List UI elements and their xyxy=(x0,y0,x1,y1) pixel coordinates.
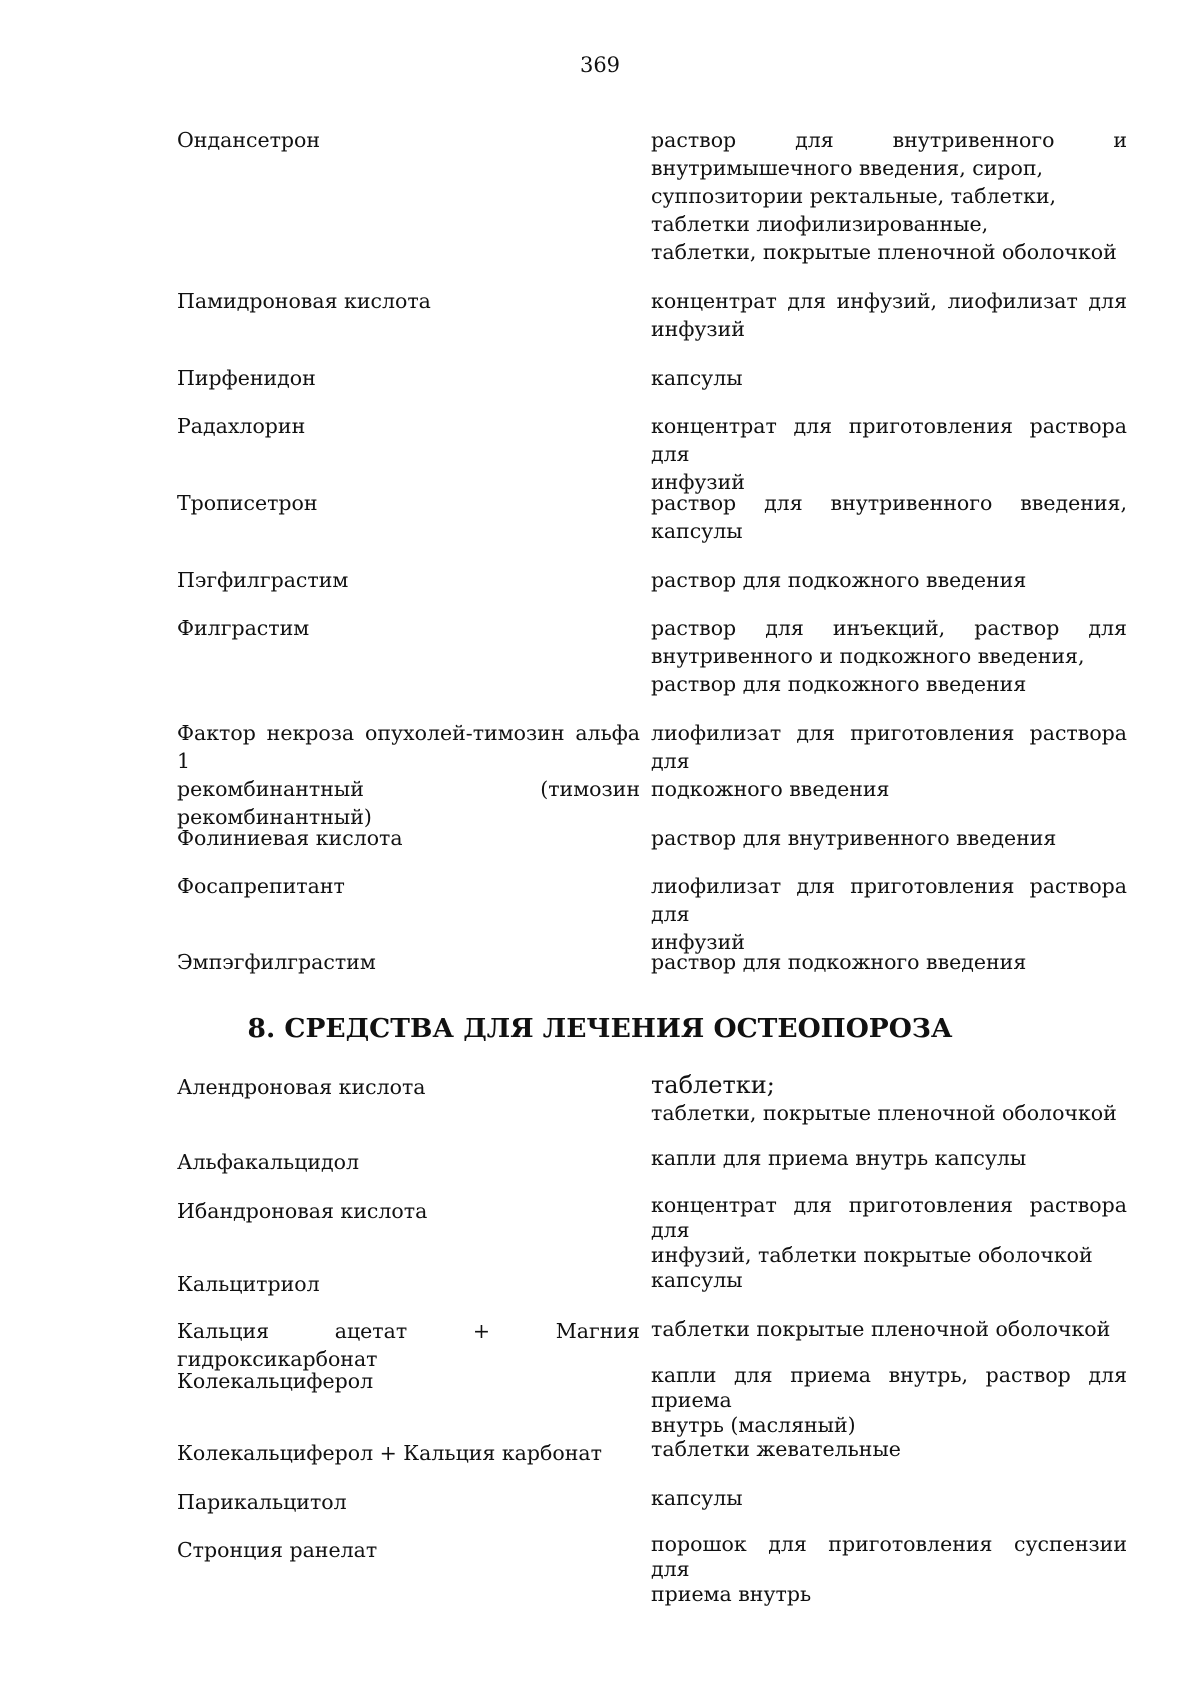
dosage-form-line: раствор для внутривенного и xyxy=(651,128,1127,152)
dosage-form xyxy=(651,1071,1127,1127)
dosage-form xyxy=(651,126,1127,266)
dosage-form-line: порошок для приготовления суспензии для xyxy=(651,1532,1127,1581)
drug-name-line: Памидроновая кислота xyxy=(177,289,431,313)
drug-name-line: Фактор некроза опухолей-тимозин альфа 1 xyxy=(177,721,640,773)
dosage-form-line: капсулы xyxy=(651,1268,743,1292)
dosage-form-line: раствор для подкожного введения xyxy=(651,568,1027,592)
drug-row-colecalciferol xyxy=(177,1363,1127,1437)
drug-name xyxy=(177,1266,640,1298)
dosage-form-line: капсулы xyxy=(651,1486,743,1510)
drug-name-line: Эмпэгфилграстим xyxy=(177,950,376,974)
drug-row-tnf-thymosin xyxy=(177,719,1127,829)
dosage-form-line: внутримышечного введения, сироп, xyxy=(651,156,1044,180)
dosage-form-line: таблетки, покрытые пленочной оболочкой xyxy=(651,240,1117,264)
section-heading: 8. СРЕДСТВА ДЛЯ ЛЕЧЕНИЯ ОСТЕОПОРОЗА xyxy=(247,1013,953,1044)
dosage-form xyxy=(651,948,1127,976)
drug-name xyxy=(177,1193,640,1225)
drug-row-alfacalcidol xyxy=(177,1144,1127,1174)
drug-name-line: рекомбинантный) xyxy=(177,805,372,829)
drug-name xyxy=(177,824,640,852)
drug-name-line: Ибандроновая кислота xyxy=(177,1199,428,1223)
dosage-form-line: таблетки жевательные xyxy=(651,1437,901,1461)
drug-row-calcium-acetate xyxy=(177,1315,1127,1371)
dosage-form xyxy=(651,412,1127,496)
dosage-form xyxy=(651,364,1127,392)
dosage-form xyxy=(651,719,1127,803)
drug-name xyxy=(177,872,640,900)
drug-row-pirfenidone xyxy=(177,364,1127,390)
dosage-form xyxy=(651,1363,1127,1438)
dosage-form xyxy=(651,1532,1127,1607)
drug-row-tropisetron xyxy=(177,489,1127,543)
drug-name xyxy=(177,412,640,440)
drug-row-strontium-ranelate xyxy=(177,1532,1127,1606)
drug-name-line: Алендроновая кислота xyxy=(177,1075,426,1099)
dosage-form xyxy=(651,1435,1127,1463)
drug-row-empegfilgrastim xyxy=(177,948,1127,974)
drug-name-line: Пэгфилграстим xyxy=(177,568,349,592)
dosage-form-line: суппозитории ректальные, таблетки, xyxy=(651,184,1057,208)
drug-name-line: Альфакальцидол xyxy=(177,1150,360,1174)
dosage-form-line: внутривенного и подкожного введения, xyxy=(651,644,1085,668)
dosage-form-line: концентрат для инфузий, лиофилизат для xyxy=(651,289,1127,313)
dosage-form-line: таблетки лиофилизированные, xyxy=(651,212,989,236)
drug-name-line: Фосапрепитант xyxy=(177,874,345,898)
dosage-form xyxy=(651,489,1127,545)
drug-name xyxy=(177,489,640,517)
drug-name-line: Пирфенидон xyxy=(177,366,316,390)
drug-name-line: Колекальциферол xyxy=(177,1369,374,1393)
drug-name-line: Фолиниевая кислота xyxy=(177,826,403,850)
drug-name-line: Кальция ацетат + Магния гидроксикарбонат xyxy=(177,1319,640,1371)
dosage-form xyxy=(651,1144,1127,1172)
dosage-form-line: таблетки; xyxy=(651,1071,775,1099)
drug-name xyxy=(177,287,640,315)
dosage-form xyxy=(651,1315,1127,1343)
drug-name xyxy=(177,1532,640,1564)
dosage-form-line: раствор для инъекций, раствор для xyxy=(651,616,1127,640)
drug-row-calcitriol xyxy=(177,1266,1127,1296)
drug-row-filgrastim xyxy=(177,614,1127,696)
drug-name xyxy=(177,126,640,154)
drug-name xyxy=(177,614,640,642)
dosage-form-line: концентрат для приготовления раствора для xyxy=(651,414,1127,466)
dosage-form xyxy=(651,1193,1127,1268)
dosage-form-line: инфузий xyxy=(651,930,745,954)
drug-name xyxy=(177,1363,640,1395)
dosage-form xyxy=(651,614,1127,698)
drug-row-fosaprepitant xyxy=(177,872,1127,954)
dosage-form-line: инфузий, таблетки покрытые оболочкой xyxy=(651,1243,1093,1267)
drug-name xyxy=(177,1484,640,1516)
drug-row-pamidronic-acid xyxy=(177,287,1127,341)
dosage-form xyxy=(651,872,1127,956)
dosage-form-line: капли для приема внутрь капсулы xyxy=(651,1146,1027,1170)
drug-row-ibandronic-acid xyxy=(177,1193,1127,1267)
dosage-form xyxy=(651,566,1127,594)
dosage-form-line: внутрь (масляный) xyxy=(651,1413,856,1437)
dosage-form-line: лиофилизат для приготовления раствора для xyxy=(651,874,1127,926)
dosage-form-line: капсулы xyxy=(651,519,743,543)
page-number: 369 xyxy=(579,53,621,77)
drug-name xyxy=(177,1435,640,1467)
drug-name-line: Трописетрон xyxy=(177,491,318,515)
dosage-form-line: капли для приема внутрь, раствор для приема xyxy=(651,1363,1127,1412)
drug-row-pegfilgrastim xyxy=(177,566,1127,592)
drug-name-line: Радахлорин xyxy=(177,414,306,438)
drug-name xyxy=(177,566,640,594)
drug-name-line: рекомбинантный (тимозин xyxy=(177,777,640,801)
dosage-form-line: концентрат для приготовления раствора для xyxy=(651,1193,1127,1242)
drug-name-line: Филграстим xyxy=(177,616,310,640)
dosage-form-line: раствор для подкожного введения xyxy=(651,672,1027,696)
drug-name-line: Кальцитриол xyxy=(177,1272,320,1296)
dosage-form-line: таблетки, покрытые пленочной оболочкой xyxy=(651,1101,1117,1125)
dosage-form-line: приема внутрь xyxy=(651,1582,812,1606)
dosage-form xyxy=(651,1484,1127,1512)
drug-name-line: Стронция ранелат xyxy=(177,1538,378,1562)
drug-row-folinic-acid xyxy=(177,824,1127,850)
drug-row-alendronic-acid xyxy=(177,1071,1127,1125)
drug-name-line: Ондансетрон xyxy=(177,128,321,152)
drug-name xyxy=(177,1144,640,1176)
dosage-form-line: раствор для подкожного введения xyxy=(651,950,1027,974)
drug-row-paricalcitol xyxy=(177,1484,1127,1514)
dosage-form xyxy=(651,287,1127,343)
dosage-form-line: таблетки покрытые пленочной оболочкой xyxy=(651,1317,1111,1341)
drug-row-radachlorin xyxy=(177,412,1127,494)
drug-row-ondansetron xyxy=(177,126,1127,264)
drug-name-line: Парикальцитол xyxy=(177,1490,347,1514)
dosage-form-line: раствор для внутривенного введения xyxy=(651,826,1057,850)
dosage-form-line: подкожного введения xyxy=(651,777,890,801)
drug-name xyxy=(177,364,640,392)
drug-row-colecalciferol-calcium xyxy=(177,1435,1127,1465)
drug-name-line: Колекальциферол + Кальция карбонат xyxy=(177,1441,602,1465)
dosage-form-line: инфузий xyxy=(651,470,745,494)
drug-name xyxy=(177,719,640,831)
drug-name xyxy=(177,1071,640,1101)
dosage-form-line: лиофилизат для приготовления раствора для xyxy=(651,721,1127,773)
dosage-form-line: капсулы xyxy=(651,366,743,390)
dosage-form-line: раствор для внутривенного введения, xyxy=(651,491,1127,515)
dosage-form xyxy=(651,1266,1127,1294)
drug-name xyxy=(177,948,640,976)
dosage-form xyxy=(651,824,1127,852)
dosage-form-line: инфузий xyxy=(651,317,745,341)
